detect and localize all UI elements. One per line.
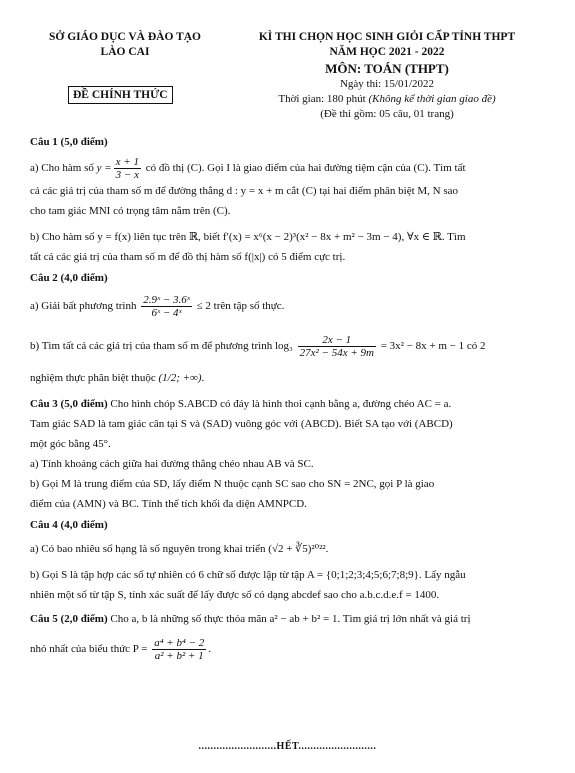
question-2-title: Câu 2 (4,0 điểm) — [30, 272, 108, 284]
question-5-line2: nhỏ nhất của biểu thức P = $\frac{\text{a⁴ + b⁴ − 2}}{\text{a² + b² + 1}}$ . — [30, 636, 211, 662]
interval: (1/2; +∞) — [158, 372, 202, 384]
subject-title: MÔN: TOÁN (THPT) — [325, 61, 449, 76]
fraction: $\frac{\text{a⁴ + b⁴ − 2}}{\text{a² + b² + 1}}$ — [154, 636, 205, 662]
question-1-title: Câu 1 (5,0 điểm) — [30, 136, 108, 148]
pages-note: (Đề thi gồm: 05 câu, 01 trang) — [320, 108, 454, 120]
fraction: $\frac{2x - 1}{\text{27x² − 54x + 9m}}$ — [299, 333, 374, 359]
question-3-line3: một góc bằng 45°. — [30, 438, 111, 450]
exam-duration — [222, 92, 552, 107]
question-5-title: Câu 5 (2,0 điểm) — [30, 613, 108, 625]
official-exam-badge: ĐỀ CHÍNH THỨC — [68, 86, 173, 104]
fraction: $\frac{\text{2.9ˣ − 3.6ˣ}}{\text{6ˣ − 4ˣ}}$ — [143, 293, 190, 319]
school-year: NĂM HỌC 2021 - 2022 — [329, 46, 445, 58]
question-4-title: Câu 4 (4,0 điểm) — [30, 519, 108, 531]
exam-body — [30, 135, 550, 663]
question-3b: b) Gọi M là trung điểm của SD, lấy điểm N thuộc cạnh SC sao cho SN = 2NC, gọi P là giao — [30, 478, 435, 490]
question-4b: b) Gọi S là tập hợp các số tự nhiên có 6 chữ số được lập từ tập A = {0;1;2;3;4;5;6;7;8;9}. Lấy ngẫu — [30, 569, 466, 581]
question-1b: b) Cho hàm số y = f(x) liên tục trên ℝ, biết f′(x) = x⁶(x − 2)³(x² − 8x + m² − 3m − 4), ∀x ∈ ℝ. Tìm — [30, 231, 466, 243]
province-name: LÀO CAI — [100, 46, 150, 58]
question-1a-line2: cả các giá trị của tham số m để đường thẳng d : y = x + m cắt (C) tại hai điểm phân biệt M, N sao — [30, 185, 459, 197]
department-block — [30, 30, 220, 60]
question-1a-line3: cho tam giác MNI có trọng tâm nằm trên (C). — [30, 205, 231, 217]
question-5: Câu 5 (2,0 điểm) Cho a, b là những số thực thỏa mãn a² − ab + b² = 1. Tìm giá trị lớn nhất và giá trị — [30, 613, 471, 625]
question-3: Câu 3 (5,0 điểm) Cho hình chóp S.ABCD có đáy là hình thoi cạnh bằng a, đường chéo AC = a. — [30, 398, 452, 410]
question-3a: a) Tính khoảng cách giữa hai đường thẳng chéo nhau AB và SC. — [30, 458, 314, 470]
question-1b-line2: tất cả các giá trị của tham số m để đồ thị hàm số f(|x|) có 5 điểm cực trị. — [30, 251, 346, 263]
department-name: SỞ GIÁO DỤC VÀ ĐÀO TẠO — [49, 31, 201, 43]
question-3-line2: Tam giác SAD là tam giác cân tại S và (SAD) vuông góc với (ABCD). Biết SA tạo với (ABCD) — [30, 418, 453, 430]
question-1a: a) Cho hàm số y = $\frac{x + 1}{3 - x}$ có đồ thị (C). Gọi I là giao điểm của hai đường tiệm cận của (C). Tìm tất — [30, 156, 466, 181]
question-4b-line2: nhiên một số từ tập S, tính xác suất để lấy được số có dạng abcdef sao cho a.b.c.d.e.f = 1400. — [30, 589, 440, 601]
time-label: Thời gian: 180 phút — [278, 93, 369, 105]
question-2b: b) Tìm tất cả các giá trị của tham số m để phương trình log₃ $\frac{2x - 1}{\text{27x² − 54x + 9m}}$ = 3x² − 8x + m − 1 có 2 — [30, 333, 486, 359]
exam-date: Ngày thi: 15/01/2022 — [339, 78, 435, 90]
end-mark: ..........................HẾT.......................... — [198, 741, 377, 752]
exam-title: KÌ THI CHỌN HỌC SINH GIỎI CẤP TỈNH THPT — [258, 31, 516, 43]
time-note: (Không kể thời gian giao đề) — [368, 93, 496, 105]
question-4a: a) Có bao nhiêu số hạng là số nguyên trong khai triển (√2 + ∛5)²⁰²². — [30, 543, 329, 555]
exam-info-block — [222, 30, 552, 122]
question-2a: a) Giải bất phương trình $\frac{\text{2.9ˣ − 3.6ˣ}}{\text{6ˣ − 4ˣ}}$ ≤ 2 trên tập số thực. — [30, 293, 285, 319]
question-2b-line2: nghiệm thực phân biệt thuộc (1/2; +∞). — [30, 372, 205, 384]
fraction: $\frac{x + 1}{3 - x}$ — [115, 156, 139, 181]
question-3b-line2: điểm của (AMN) và BC. Tính thể tích khối đa diện AMNPCD. — [30, 498, 307, 510]
question-3-title: Câu 3 (5,0 điểm) — [30, 398, 108, 410]
